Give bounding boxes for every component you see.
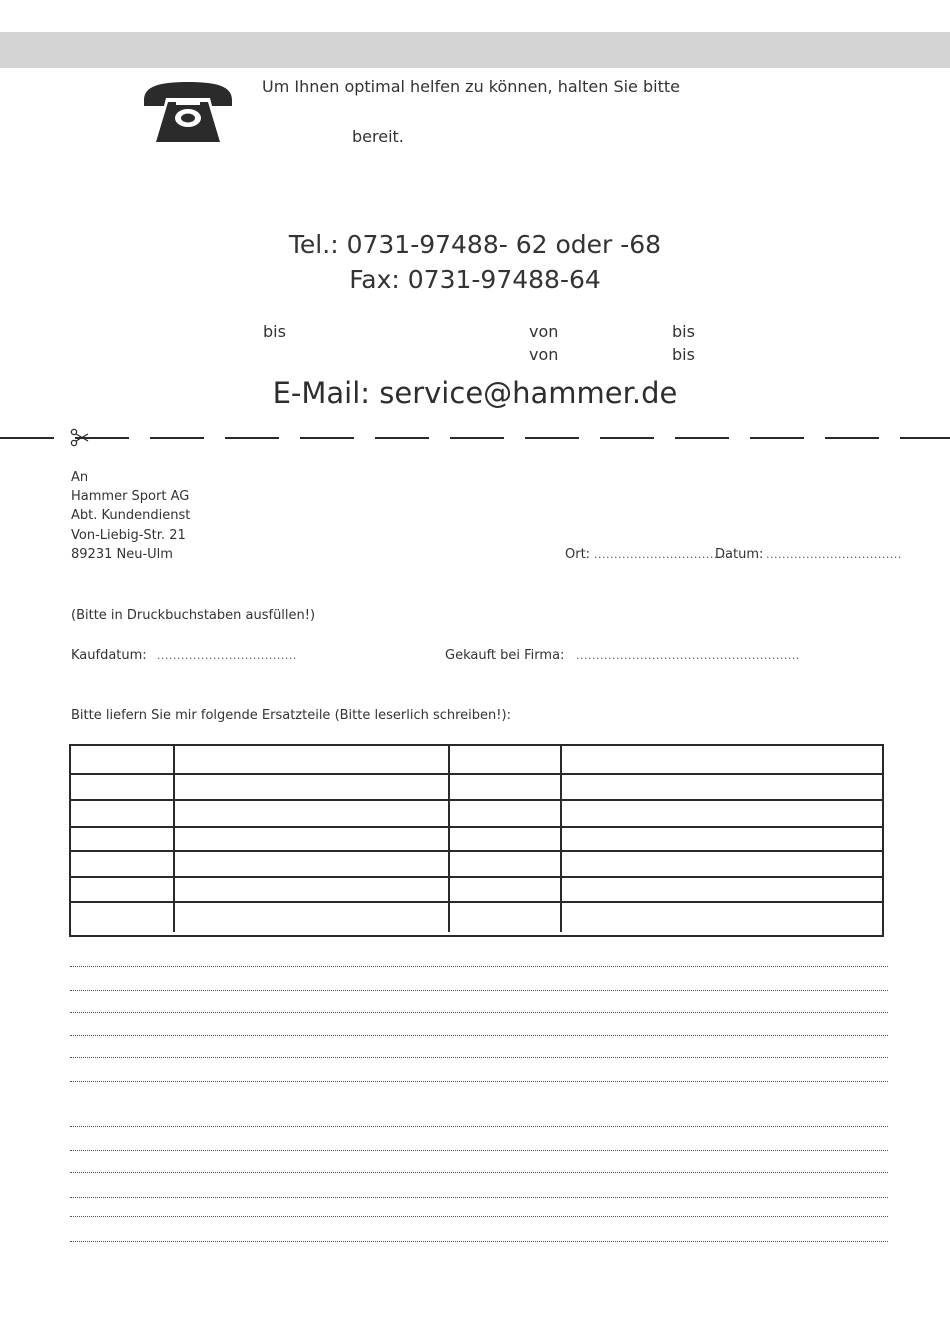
address-line-5: 89231 Neu-Ulm — [71, 547, 173, 562]
dotted-line-8[interactable] — [70, 1140, 888, 1151]
intro-line-1: Um Ihnen optimal helfen zu können, halten Sie bitte — [262, 77, 680, 96]
dotted-line-5[interactable] — [70, 1047, 888, 1058]
fax-number: Fax: 0731-97488-64 — [349, 265, 601, 294]
hours-bis-3: bis — [672, 345, 695, 364]
telephone-number: Tel.: 0731-97488- 62 oder -68 — [288, 230, 662, 259]
parts-table[interactable] — [69, 744, 884, 937]
dotted-line-1[interactable] — [70, 956, 888, 967]
address-line-3: Abt. Kundendienst — [71, 508, 191, 523]
dotted-line-11[interactable] — [70, 1206, 888, 1217]
dotted-line-4[interactable] — [70, 1025, 888, 1036]
intro-line-2: bereit. — [352, 127, 404, 146]
firma-field[interactable]: ........................................................ — [576, 649, 800, 662]
dotted-line-7[interactable] — [70, 1116, 888, 1127]
print-note: (Bitte in Druckbuchstaben ausfüllen!) — [71, 608, 316, 623]
firma-label: Gekauft bei Firma: — [445, 648, 565, 663]
dotted-line-12[interactable] — [70, 1231, 888, 1242]
email-address: E-Mail: service@hammer.de — [272, 376, 678, 410]
kaufdatum-label: Kaufdatum: — [71, 648, 147, 663]
parts-instruction: Bitte liefern Sie mir folgende Ersatzteile (Bitte leserlich schreiben!): — [71, 708, 511, 723]
ort-label: Ort: — [565, 547, 591, 562]
dotted-line-9[interactable] — [70, 1162, 888, 1173]
dotted-line-6[interactable] — [70, 1071, 888, 1082]
address-line-4: Von-Liebig-Str. 21 — [71, 528, 186, 543]
kaufdatum-field[interactable]: ................................... — [157, 649, 297, 662]
datum-label: Datum: — [715, 547, 764, 562]
datum-field[interactable]: .................................. — [766, 548, 902, 561]
cut-line — [0, 428, 950, 448]
ort-field[interactable]: .................................. — [594, 548, 730, 561]
address-line-1: An — [71, 470, 89, 485]
dotted-line-2[interactable] — [70, 980, 888, 991]
dotted-line-3[interactable] — [70, 1002, 888, 1013]
telephone-icon — [140, 80, 236, 144]
address-line-2: Hammer Sport AG — [71, 489, 190, 504]
dotted-line-10[interactable] — [70, 1187, 888, 1198]
header-bar — [0, 32, 950, 68]
hours-von-1: von — [529, 322, 559, 341]
hours-bis-1: bis — [263, 322, 286, 341]
hours-von-2: von — [529, 345, 559, 364]
hours-bis-2: bis — [672, 322, 695, 341]
